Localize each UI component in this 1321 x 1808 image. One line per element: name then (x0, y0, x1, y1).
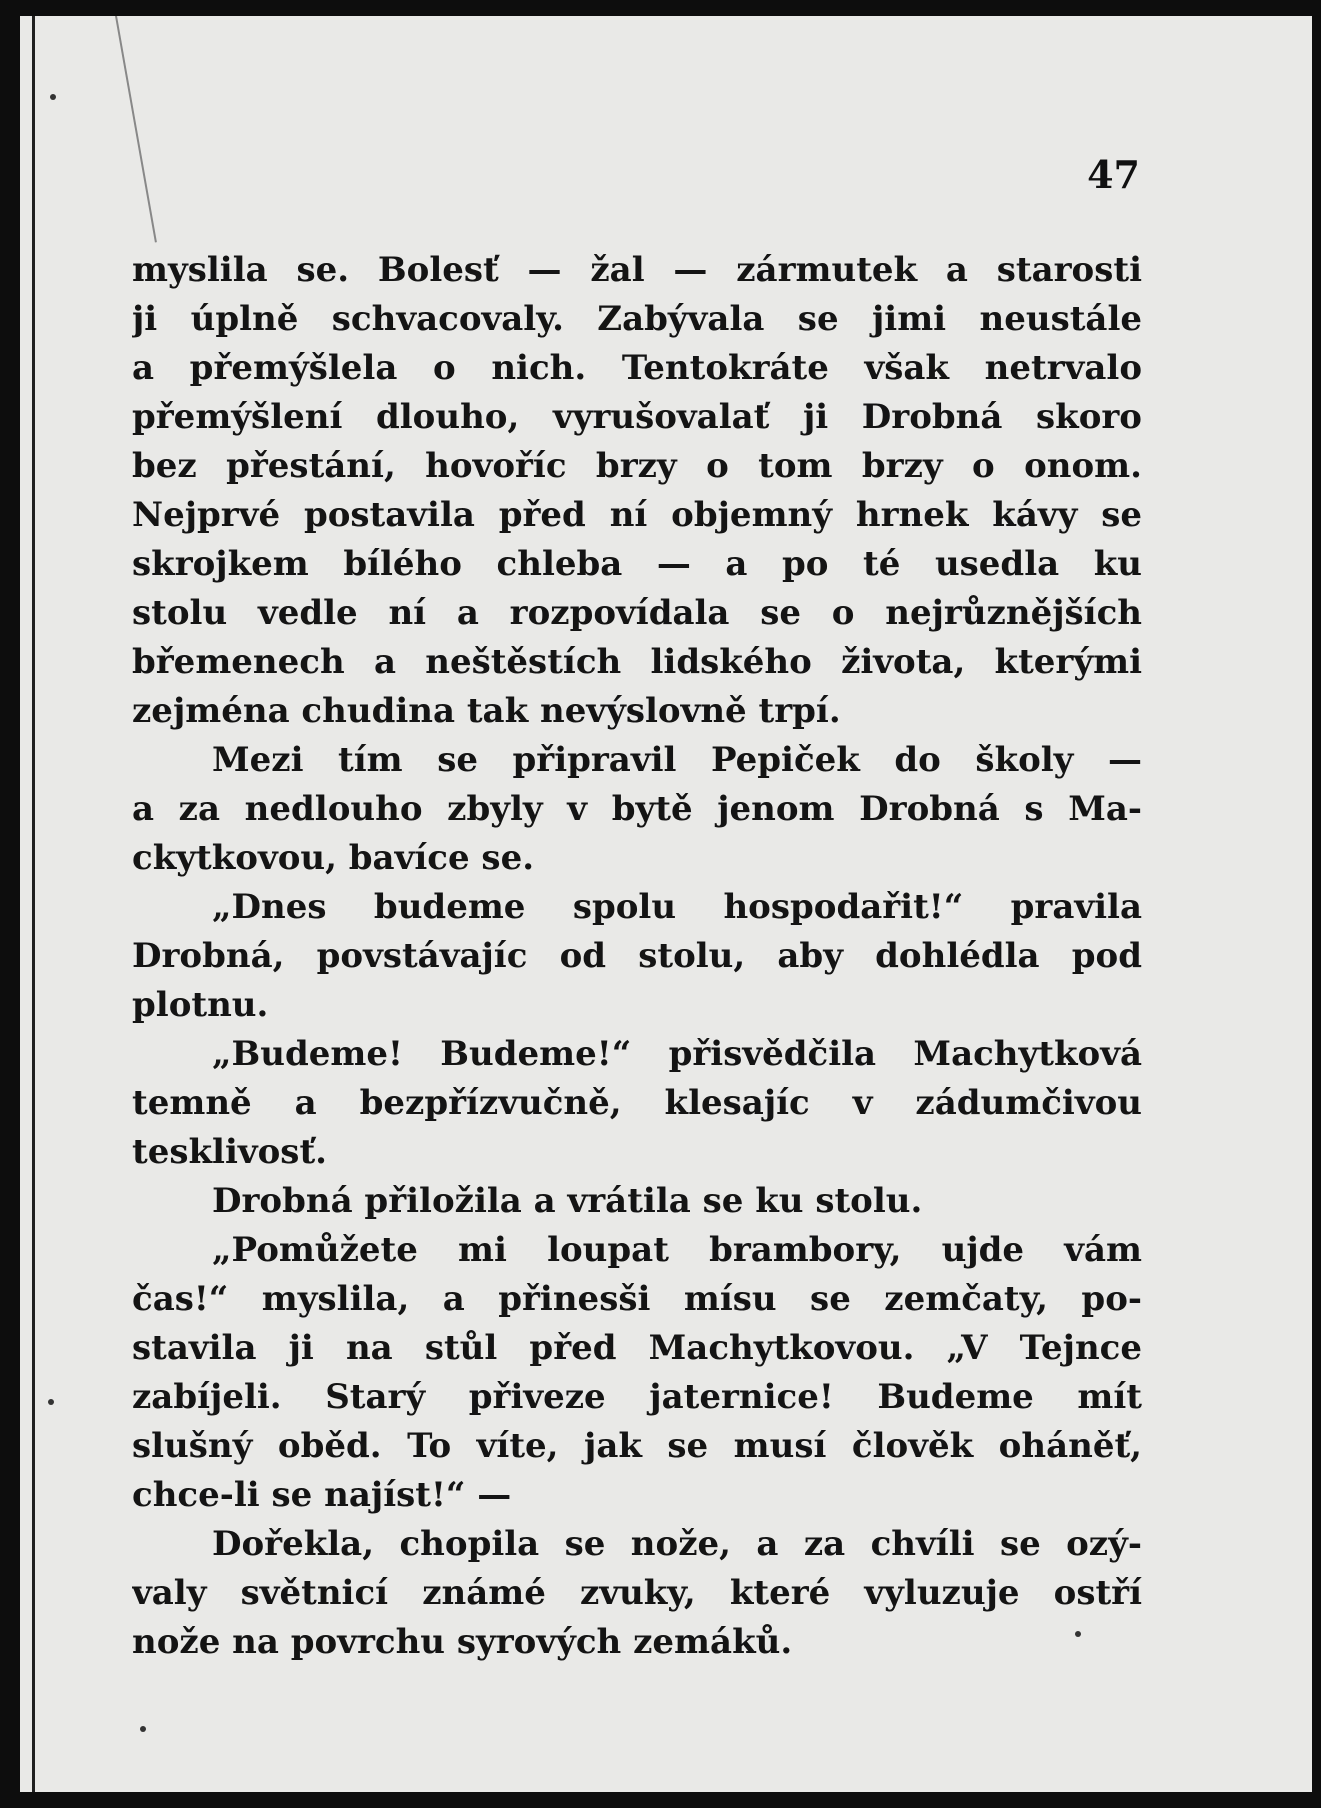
text-line: „Pomůžete mi loupat brambory, ujde vám (212, 1230, 1142, 1270)
text-line: skrojkem bílého chleba — a po té usedla ku (132, 544, 1142, 584)
text-line: bez přestání, hovoříc brzy o tom brzy o onom. (132, 446, 1142, 486)
text-line: Drobná, povstávajíc od stolu, aby dohlédla pod (132, 936, 1142, 976)
text-line: a za nedlouho zbyly v bytě jenom Drobná s Ma- (132, 789, 1142, 829)
text-line: břemenech a neštěstích lidského života, kterými (132, 642, 1142, 682)
text-line: temně a bezpřízvučně, klesajíc v zádumčivou (132, 1083, 1142, 1123)
text-line: Mezi tím se připravil Pepiček do školy — (212, 740, 1142, 780)
page-number: 47 (1087, 152, 1140, 197)
binding-gutter (32, 16, 35, 1792)
print-speck (140, 1726, 146, 1732)
print-speck (48, 1399, 54, 1405)
text-line: čas!“ myslila, a přinesši mísu se zemčaty, po- (132, 1279, 1142, 1319)
text-line: „Dnes budeme spolu hospodařit!“ pravila (212, 887, 1142, 927)
text-line: „Budeme! Budeme!“ přisvědčila Machytková (212, 1034, 1142, 1074)
text-line: zejména chudina tak nevýslovně trpí. (132, 691, 841, 731)
text-line: stolu vedle ní a rozpovídala se o nejrůznějších (132, 593, 1142, 633)
text-line: Dořekla, chopila se nože, a za chvíli se ozý- (212, 1524, 1142, 1564)
text-line: tesklivosť. (132, 1132, 327, 1172)
paper-fold-mark (115, 16, 157, 243)
text-line: plotnu. (132, 985, 269, 1025)
text-line: myslila se. Bolesť — žal — zármutek a starosti (132, 250, 1142, 290)
text-line: ckytkovou, bavíce se. (132, 838, 535, 878)
body-text (132, 246, 1142, 1667)
text-line: Drobná přiložila a vrátila se ku stolu. (212, 1181, 923, 1221)
text-line: přemýšlení dlouho, vyrušovalať ji Drobná skoro (132, 397, 1142, 437)
text-line: zabíjeli. Starý přiveze jaternice! Budeme mít (132, 1377, 1142, 1417)
text-line: Nejprvé postavila před ní objemný hrnek kávy se (132, 495, 1142, 535)
text-line: stavila ji na stůl před Machytkovou. „V Tejnce (132, 1328, 1142, 1368)
book-page (20, 16, 1312, 1792)
text-line: chce-li se najíst!“ — (132, 1475, 512, 1515)
print-speck (1075, 1631, 1081, 1637)
text-line: ji úplně schvacovaly. Zabývala se jimi neustále (132, 299, 1142, 339)
text-line: a přemýšlela o nich. Tentokráte však netrvalo (132, 348, 1142, 388)
text-line: nože na povrchu syrových zemáků. (132, 1622, 793, 1662)
text-line: slušný oběd. To víte, jak se musí člověk oháněť, (132, 1426, 1142, 1466)
text-line: valy světnicí známé zvuky, které vyluzuje ostří (132, 1573, 1142, 1613)
print-speck (50, 94, 56, 100)
